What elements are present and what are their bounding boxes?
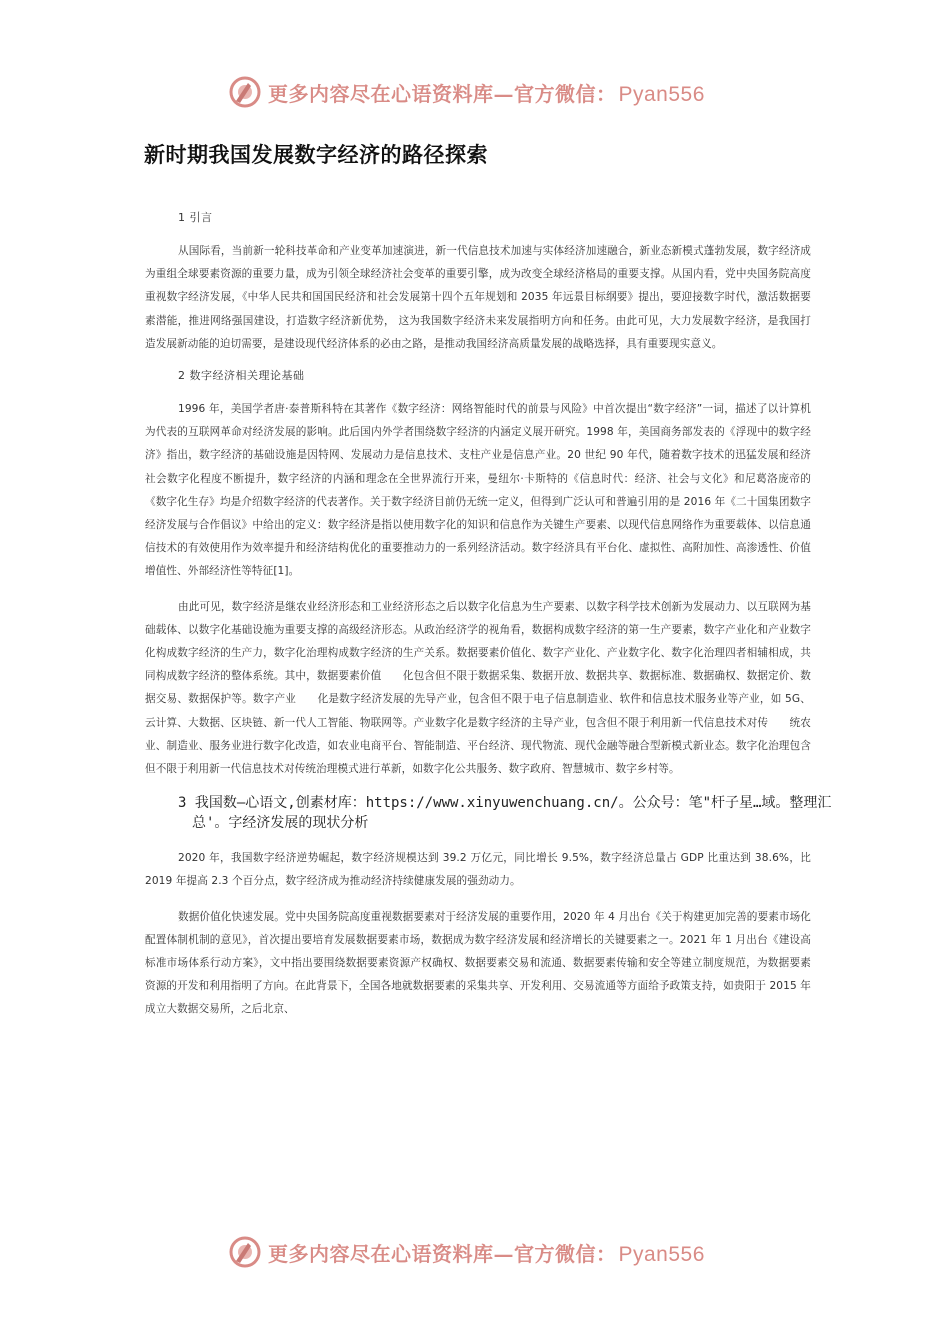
library-logo-icon (228, 1235, 262, 1269)
article-body (145, 210, 832, 1034)
library-logo-icon (228, 75, 262, 109)
banner-text: 更多内容尽在心语资料库—官方微信：Pyan556 (268, 81, 705, 106)
section-2-heading: 2 数字经济相关理论基础 (178, 369, 305, 383)
section-2-paragraph-2: 由此可见，数字经济是继农业经济形态和工业经济形态之后以数字化信息为生产要素、以数字科学技术创新为发展动力、以互联网为基础载体、以数字化基础设施为重要支撑的高级经济形态。从政治经济学的视角看，数据构成数字经济的第一生产要素，数字产业化和产业数字化构成数字经济的生产力，数字化治理构成数字经济的生产关系。数据要素价值化、数字产业化、产业数字化、数字化治理四者相辅相成，共同构成数字经济的整体系统。其中，数据要素价值 化包含但不限于数据采集、数据开放、数据共享、数据标准、数据确权、数据定价、数据交易、数据保护等。数字产业 化是数字经济发展的先导产业，包含但不限于电子信息制造业、软件和信息技术服务业等产业，如 5G、云计算、大数据、区块链、新一代人工智能、物联网等。产业数字化是数字经济的主导产业，包含但不限于利用新一代信息技术对传 统农业、制造业、服务业进行数字化改造，如农业电商平台、智能制造、平台经济、现代物流、现代金融等融合型新模式新业态。数字化治理包含但不限于利用新一代信息技术对传统治理模式进行革新，如数字化公共服务、数字政府、智慧城市、数字乡村等。 (145, 600, 811, 776)
section-3-paragraph-1: 2020 年，我国数字经济逆势崛起，数字经济规模达到 39.2 万亿元，同比增长 9.5%，数字经济总量占 GDP 比重达到 38.6%，比 2019 年提高 2.3 个百分点，数字经济成为推动经济持续健康发展的强劲动力。 (145, 852, 811, 888)
section-3-paragraph-2: 数据价值化快速发展。党中央国务院高度重视数据要素对于经济发展的重要作用，2020 年 4 月出台《关于构建更加完善的要素市场化配置体制机制的意见》，首次提出要培育发展数据要素市场，数据成为数字经济发展和经济增长的关键要素之一。2021 年 1 月出台《建设高标准市场体系行动方案》，文中指出要围绕数据要素资源产权确权、数据要素交易和流通、数据要素传输和安全等建立制度规范，为数据要素资源的开发和利用指明了方向。在此背景下，全国各地就数据要素的采集共享、开发利用、交易流通等方面给予政策支持，如贵阳于 2015 年成立大数据交易所，之后北京、 (145, 910, 811, 1016)
footer-banner (228, 1232, 748, 1272)
wechat-id: Pyan556 (618, 1242, 705, 1266)
section-2-paragraph-1: 1996 年，美国学者唐·泰普斯科特在其著作《数字经济：网络智能时代的前景与风险》中首次提出“数字经济”一词，描述了以计算机为代表的互联网革命对经济发展的影响。此后国内外学者围绕数字经济的内涵定义展开研究。1998 年，美国商务部发表的《浮现中的数字经济》指出，数字经济的基础设施是因特网、发展动力是信息技术、支柱产业是信息产业。20 世纪 90 年代，随着数字技术的迅猛发展和经济社会数字化程度不断提升，数字经济的内涵和理念在全世界流行开来，曼纽尔·卡斯特的《信息时代：经济、社会与文化》和尼葛洛庞帝的《数字化生存》均是介绍数字经济的代表著作。关于数字经济目前仍无统一定义，但得到广泛认可和普遍引用的是 2016 年《二十国集团数字经济发展与合作倡议》中给出的定义：数字经济是指以使用数字化的知识和信息作为关键生产要素、以现代信息网络作为重要载体、以信息通信技术的有效使用作为效率提升和经济结构优化的重要推动力的一系列经济活动。数字经济具有平台化、虚拟性、高附加性、高渗透性、价值增值性、外部经济性等特征[1]。 (145, 403, 811, 578)
article-title: 新时期我国发展数字经济的路径探索 (144, 143, 488, 167)
section-1-paragraph-1: 从国际看，当前新一轮科技革命和产业变革加速演进，新一代信息技术加速与实体经济加速融合，新业态新模式蓬勃发展，数字经济成为重组全球要素资源的重要力量，成为引领全球经济社会变革的重要引擎，成为改变全球经济格局的重要支撑。从国内看，党中央国务院高度重视数字经济发展，《中华人民共和国国民经济和社会发展第十四个五年规划和 2035 年远景目标纲要》提出，要迎接数字时代，激活数据要素潜能，推进网络强国建设，打造数字经济新优势， 这为我国数字经济未来发展指明方向和任务。由此可见，大力发展数字经济，是我国打造发展新动能的迫切需要，是建设现代经济体系的必由之路，是推动我国经济高质量发展的战略选择，具有重要现实意义。 (145, 245, 811, 350)
banner-text: 更多内容尽在心语资料库—官方微信：Pyan556 (268, 1241, 705, 1266)
section-3-heading: 3 我国数—心语文,创素材库：https://www.xinyuwenchuang.cn/。公众号：笔"杆子星…域。整理汇总'。字经济发展的现状分析 (178, 795, 832, 832)
wechat-id: Pyan556 (618, 82, 705, 106)
section-1-heading: 1 引言 (178, 211, 213, 224)
header-banner (228, 72, 748, 112)
